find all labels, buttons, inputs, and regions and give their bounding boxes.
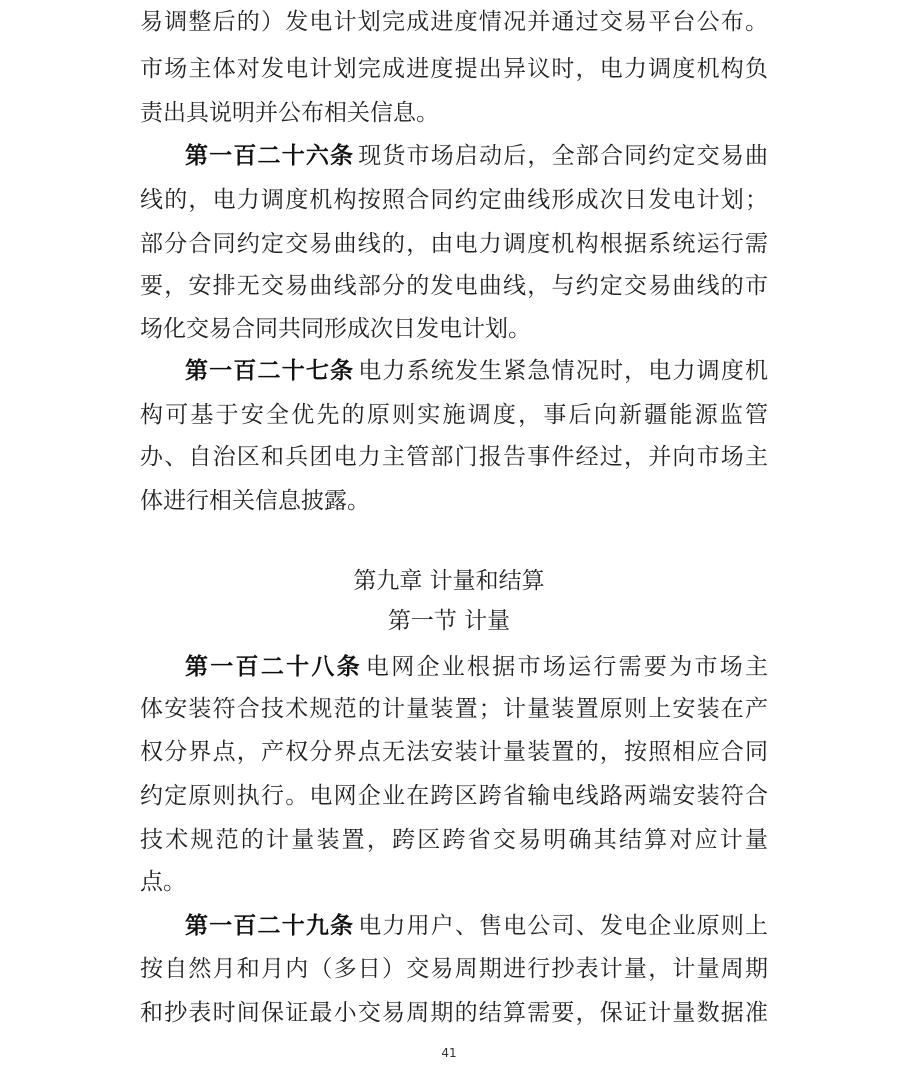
article-128-number: 第一百二十八条: [185, 654, 362, 680]
paragraph-line: 易调整后的）发电计划完成进度情况并通过交易平台公布。: [140, 9, 768, 35]
paragraph-line: 办、自治区和兵团电力主管部门报告事件经过，并向市场主: [140, 444, 768, 470]
paragraph-line: 线的，电力调度机构按照合同约定曲线形成次日发电计划；: [140, 187, 768, 213]
paragraph-line: 责出具说明并公布相关信息。: [140, 100, 439, 126]
article-128-first-line: [185, 653, 768, 683]
article-126-number: 第一百二十六条: [185, 143, 355, 169]
paragraph-line: 体进行相关信息披露。: [140, 488, 370, 514]
paragraph-line: 构可基于安全优先的原则实施调度，事后向新疆能源监管: [140, 402, 768, 428]
section-title: 第一节 计量: [387, 608, 511, 634]
chapter-title: 第九章 计量和结算: [353, 568, 545, 594]
paragraph-line: 要，安排无交易曲线部分的发电曲线，与约定交易曲线的市: [140, 273, 768, 299]
paragraph-line: 技术规范的计量装置，跨区跨省交易明确其结算对应计量: [140, 827, 768, 853]
article-127-first-line: [185, 357, 768, 387]
paragraph-line: 权分界点，产权分界点无法安装计量装置的，按照相应合同: [140, 739, 768, 765]
paragraph-line: 现货市场启动后，全部合同约定交易曲: [358, 143, 769, 169]
article-127-number: 第一百二十七条: [185, 358, 355, 384]
paragraph-line: 场化交易合同共同形成次日发电计划。: [140, 316, 531, 342]
paragraph-line: 和抄表时间保证最小交易周期的结算需要，保证计量数据准: [140, 1000, 768, 1026]
paragraph-line: 体安装符合技术规范的计量装置；计量装置原则上安装在产: [140, 696, 768, 722]
paragraph-line: 部分合同约定交易曲线的，由电力调度机构根据系统运行需: [140, 231, 768, 257]
paragraph-line: 按自然月和月内（多日）交易周期进行抄表计量，计量周期: [140, 956, 768, 982]
paragraph-line: 点。: [140, 869, 186, 895]
page-number: 41: [441, 1046, 457, 1060]
paragraph-line: 电力用户、售电公司、发电企业原则上: [358, 913, 769, 939]
paragraph-line: 电网企业根据市场运行需要为市场主: [365, 654, 769, 680]
article-126-first-line: [185, 142, 768, 172]
paragraph-line: 市场主体对发电计划完成进度提出异议时，电力调度机构负: [140, 56, 768, 82]
article-129-number: 第一百二十九条: [185, 913, 355, 939]
article-129-first-line: [185, 912, 768, 942]
paragraph-line: 电力系统发生紧急情况时，电力调度机: [358, 358, 769, 384]
paragraph-line: 约定原则执行。电网企业在跨区跨省输电线路两端安装符合: [140, 783, 768, 809]
